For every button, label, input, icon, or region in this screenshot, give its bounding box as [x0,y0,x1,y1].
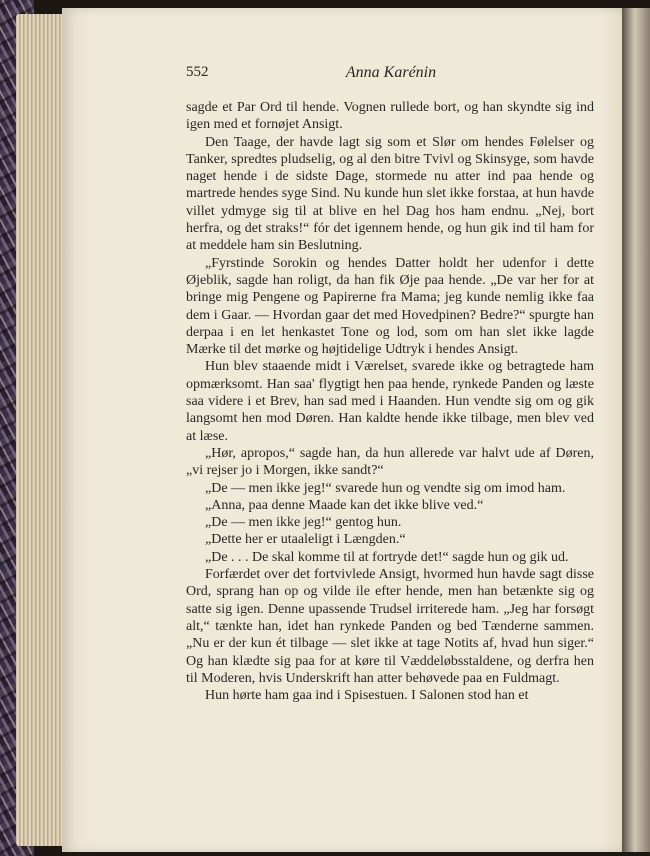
paragraph: „Fyrstinde Sorokin og hendes Datter holdt her udenfor i dette Øjeblik, sagde han roligt, da han fik Øje paa hende. „De var her for at bringe mig Pengene og Papirerne fra Mama; jeg kunde nemlig ikke faa dem i Gaar. — Hvordan gaar det med Hovedpinen? Bedre?“ spurgte han derpaa i en let henkastet Tone og lod, som om han slet ikke lagde Mærke til det mørke og højtidelige Udtryk i hendes Ansigt. [186,255,594,358]
paragraph: Den Taage, der havde lagt sig som et Slør om hendes Følelser og Tanker, spredtes pludselig, og al den bitre Tvivl og Skinsyge, som havde naget hende i de sidste Dage, stormede nu atter ind paa hende og martrede hendes syge Sind. Nu kunde hun slet ikke forstaa, at hun havde villet ydmyge sig til at blive en hel Dag hos ham endnu. „Nej, bort herfra, og det straks!“ fór det igennem hende, og hun gik ind til ham for at meddele ham sin Beslutning. [186,134,594,254]
book-gutter-shadow [622,8,650,852]
paragraph: „De . . . De skal komme til at fortryde det!“ sagde hun og gik ud. [205,549,569,565]
paragraph: Hun blev staaende midt i Værelset, svarede ikke og betragtede ham opmærksomt. Han saa' flygtigt hen paa hende, rynkede Panden og læste saa videre i et Brev, han sad med i Haanden. Hun vendte sig om og gik langsomt hen mod Døren. Han kaldte hende ikke tilbage, men blev ved at læse. [186,359,594,444]
paragraph: „De — men ikke jeg!“ gentog hun. [205,515,402,531]
paragraph: „Dette her er utaaleligt i Længden.“ [205,532,406,548]
page-number: 552 [186,64,209,80]
paragraph: „De — men ikke jeg!“ svarede hun og vendte sig om imod ham. [205,480,566,496]
paragraph: Hun hørte ham gaa ind i Spisestuen. I Salonen stod han et [205,688,529,704]
running-title: Anna Karénin [345,64,437,81]
paragraph: „Anna, paa denne Maade kan det ikke blive ved.“ [205,497,484,513]
body-text [186,99,594,704]
paragraph: sagde et Par Ord til hende. Vognen rullede bort, og han skyndte sig ind igen med et fornøjet Ansigt. [186,100,594,133]
page-header [186,64,596,86]
paragraph: Forfærdet over det fortvivlede Ansigt, hvormed hun havde sagt disse Ord, sprang han op og vilde ile efter hende, men han betænkte sig og satte sig igen. Denne upassende Trudsel irriterede ham. „Jeg har forsøgt alt,“ tænkte han, idet han rynkede Panden og bed Tænderne sammen. „Nu er der kun ét tilbage — slet ikke at tage Notits af, hvad hun siger.“ Og han klædte sig paa for at køre til Væddeløbsstaldene, og derfra hen til Moderen, hvis Underskrift han atter behøvede paa en Fuldmagt. [186,567,594,686]
paragraph: „Hør, apropos,“ sagde han, da hun allerede var halvt ude af Døren, „vi rejser jo i Morgen, ikke sandt?“ [186,445,594,479]
